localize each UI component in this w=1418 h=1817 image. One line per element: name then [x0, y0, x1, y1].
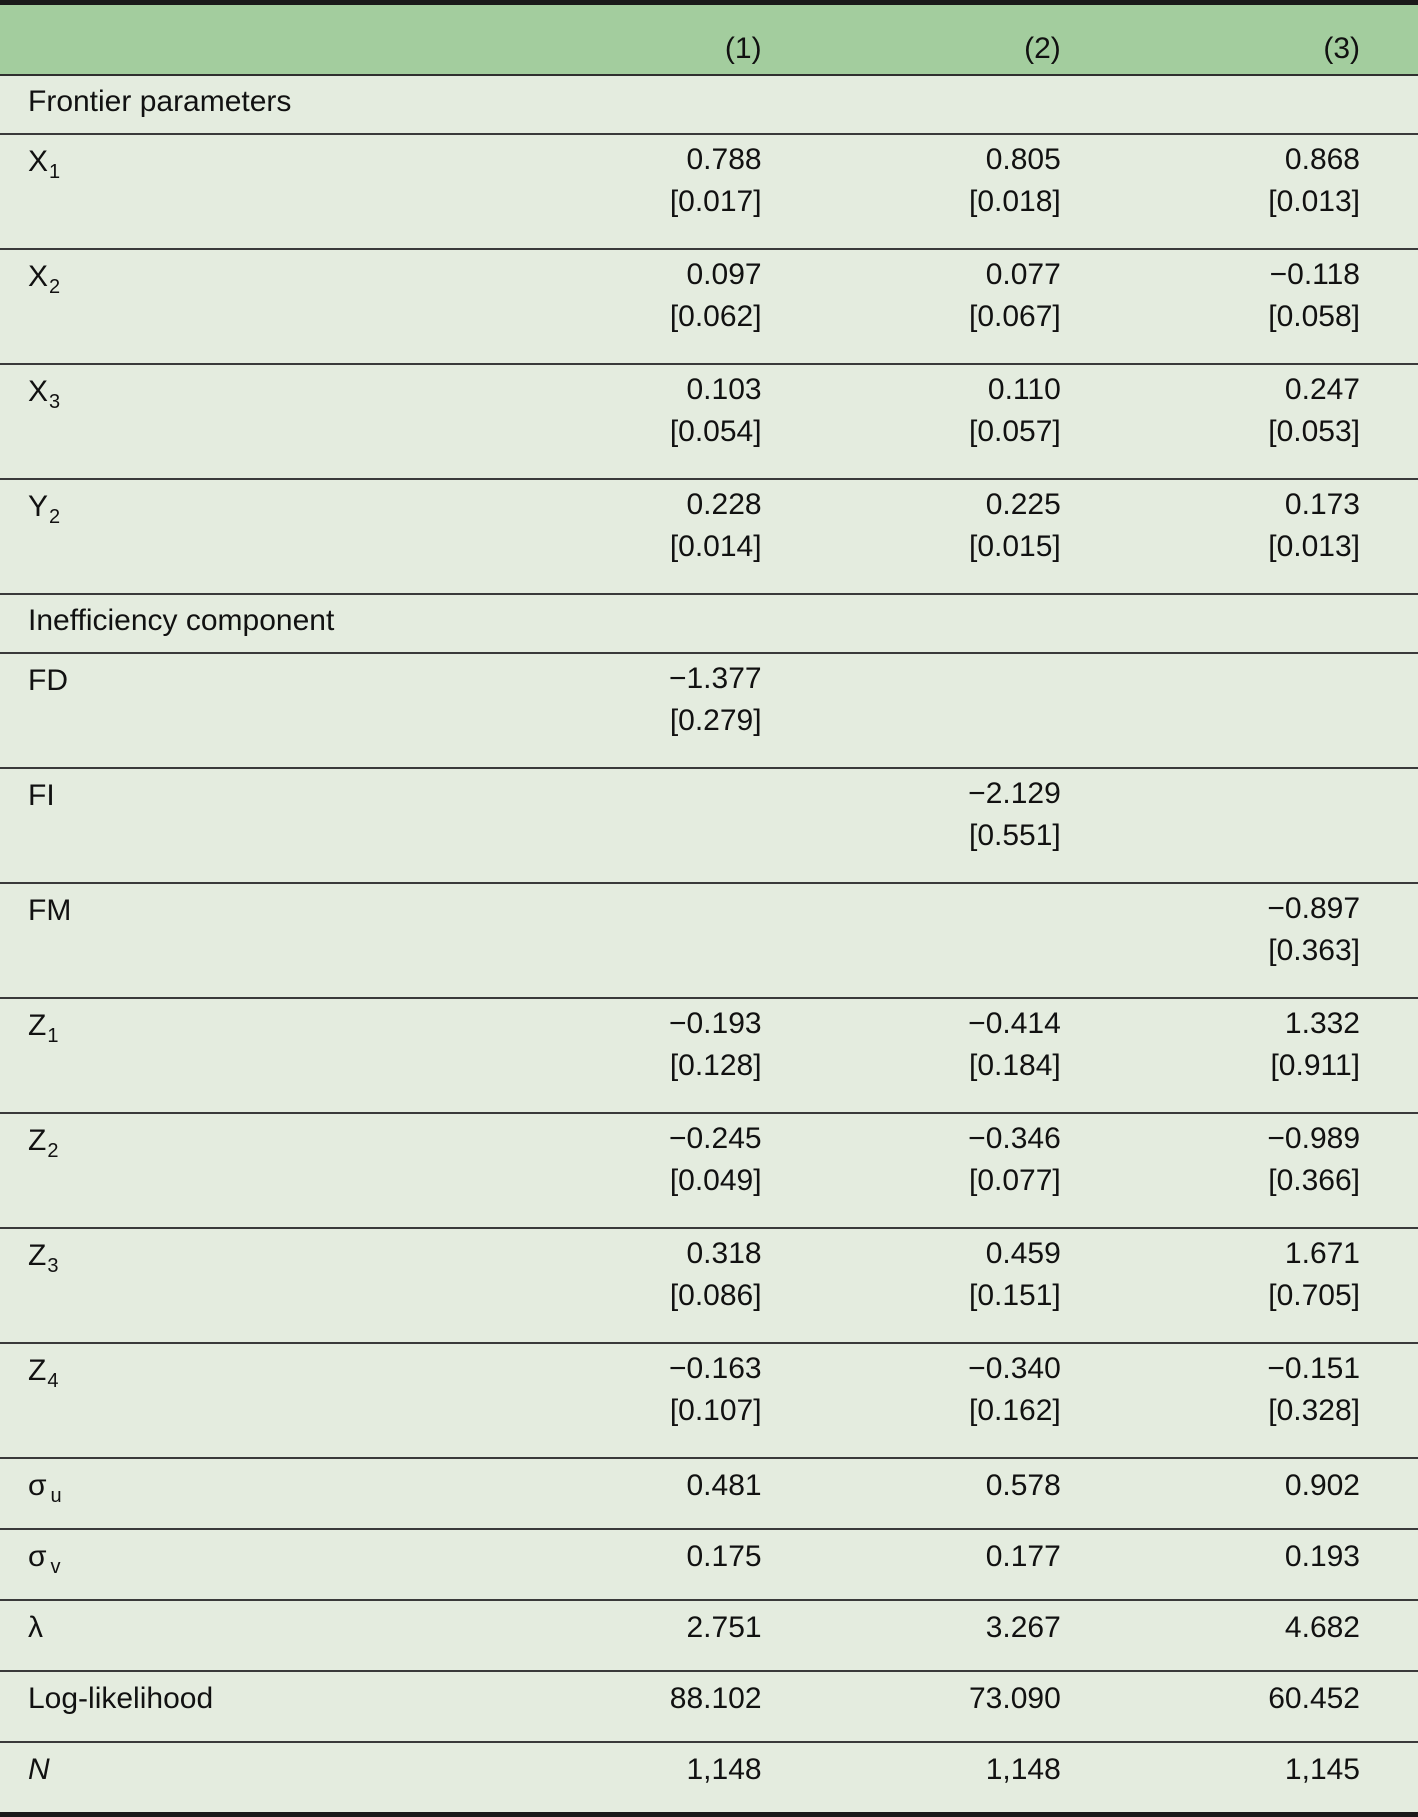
- row-label-x2-base: X: [28, 260, 49, 293]
- cell-z4-col2: [820, 1343, 1119, 1458]
- column-header-2: (2): [820, 5, 1119, 75]
- coefficient: −2.129: [968, 777, 1061, 810]
- standard-error: [0.018]: [969, 185, 1061, 218]
- coefficient: 0.077: [985, 258, 1061, 291]
- row-label-z3: [0, 1228, 520, 1343]
- row-label-x3-base: X: [28, 375, 49, 408]
- standard-error: [0.062]: [669, 300, 762, 333]
- coefficient: −0.340: [968, 1352, 1061, 1385]
- cell-y2-col2: [820, 479, 1119, 594]
- cell-n-col2: 1,148: [985, 1753, 1061, 1786]
- row-label-n: N: [28, 1753, 50, 1786]
- cell-x2-col2: [820, 249, 1119, 364]
- coefficient: −0.346: [968, 1122, 1061, 1155]
- coefficient: 0.247: [1284, 373, 1360, 406]
- cell-fm-col1: [520, 883, 819, 998]
- column-header-3: (3): [1119, 5, 1418, 75]
- coefficient: 1.671: [1284, 1237, 1360, 1270]
- table-row-fm: [0, 883, 1418, 998]
- standard-error: [0.013]: [1268, 185, 1360, 218]
- coefficient: −0.151: [1267, 1352, 1360, 1385]
- cell-x3-col2: [820, 364, 1119, 479]
- coefficient: [520, 894, 761, 936]
- cell-z4-col3: [1119, 1343, 1418, 1458]
- row-label-y2: [0, 479, 520, 594]
- coefficient: −0.118: [1269, 258, 1360, 291]
- row-label-sigma-u-subscript: u: [50, 1485, 62, 1507]
- standard-error: [0.054]: [669, 415, 762, 448]
- coefficient: 0.318: [686, 1237, 762, 1270]
- standard-error: [0.128]: [669, 1049, 762, 1082]
- row-label-x1-base: X: [28, 145, 49, 178]
- cell-z2-col1: [520, 1113, 819, 1228]
- standard-error: [0.366]: [1268, 1164, 1360, 1197]
- section-title-inefficiency-component: Inefficiency component: [0, 594, 1418, 653]
- cell-z1-col2: [820, 998, 1119, 1113]
- table-header-row: [0, 5, 1418, 75]
- row-label-fm: FM: [0, 883, 520, 998]
- table-row-sigma-u: [0, 1458, 1418, 1529]
- standard-error: [1119, 706, 1360, 748]
- table-body: [0, 75, 1418, 1812]
- row-label-z3-base: Z: [28, 1239, 47, 1272]
- cell-lambda-col2: 3.267: [820, 1600, 1119, 1671]
- coefficient: 0.097: [686, 258, 762, 291]
- table-row-n: [0, 1742, 1418, 1812]
- cell-z2-col3: [1119, 1113, 1418, 1228]
- coefficient: −1.377: [668, 662, 762, 695]
- cell-fi-col1: [520, 768, 819, 883]
- table-row-z3: [0, 1228, 1418, 1343]
- table-row-z1: [0, 998, 1418, 1113]
- cell-fm-col3: [1119, 883, 1418, 998]
- cell-fi-col3: [1119, 768, 1418, 883]
- row-label-z2-subscript: 2: [47, 1140, 59, 1162]
- table-row-z2: [0, 1113, 1418, 1228]
- table-row-sigma-v: [0, 1529, 1418, 1600]
- row-label-x3-subscript: 3: [49, 391, 61, 413]
- standard-error: [0.184]: [969, 1049, 1061, 1082]
- coefficient: 0.228: [686, 488, 762, 521]
- coefficient: −0.163: [668, 1352, 762, 1385]
- table-head: [0, 5, 1418, 75]
- standard-error: [520, 821, 761, 863]
- coefficient: [820, 894, 1061, 936]
- row-label-x2: [0, 249, 520, 364]
- standard-error: [1119, 821, 1360, 863]
- cell-x2-col1: [520, 249, 819, 364]
- coefficient: [520, 779, 761, 821]
- row-label-y2-subscript: 2: [49, 506, 61, 528]
- table-row-fd: [0, 653, 1418, 768]
- cell-sigma-u-col1: 0.481: [520, 1458, 819, 1529]
- row-label-fd: FD: [0, 653, 520, 768]
- row-label-sigma-u-base: σ: [28, 1469, 47, 1502]
- row-label-z1-subscript: 1: [47, 1025, 59, 1047]
- coefficient: −0.414: [968, 1007, 1061, 1040]
- row-label-x1: [0, 134, 520, 249]
- standard-error: [0.057]: [969, 415, 1061, 448]
- cell-x1-col1: [520, 134, 819, 249]
- coefficient: 0.225: [985, 488, 1061, 521]
- row-label-sigma-v-base: σ: [28, 1540, 47, 1573]
- coefficient: 0.173: [1284, 488, 1360, 521]
- standard-error: [0.053]: [1268, 415, 1360, 448]
- cell-fd-col2: [820, 653, 1119, 768]
- cell-z4-col1: [520, 1343, 819, 1458]
- cell-z3-col1: [520, 1228, 819, 1343]
- standard-error: [0.067]: [969, 300, 1061, 333]
- coefficient: 1.332: [1284, 1007, 1360, 1040]
- cell-x1-col2: [820, 134, 1119, 249]
- standard-error: [0.014]: [669, 530, 762, 563]
- coefficient: 0.459: [985, 1237, 1061, 1270]
- row-label-x3: [0, 364, 520, 479]
- table-row-x2: [0, 249, 1418, 364]
- row-label-lambda: λ: [0, 1600, 520, 1671]
- cell-x3-col1: [520, 364, 819, 479]
- cell-sigma-v-col1: 0.175: [520, 1529, 819, 1600]
- coefficient: [820, 664, 1061, 706]
- cell-z1-col3: [1119, 998, 1418, 1113]
- standard-error: [820, 706, 1061, 748]
- cell-sigma-v-col3: 0.193: [1119, 1529, 1418, 1600]
- cell-z3-col2: [820, 1228, 1119, 1343]
- row-label-fi: FI: [0, 768, 520, 883]
- row-label-z4-subscript: 4: [47, 1370, 59, 1392]
- cell-z3-col3: [1119, 1228, 1418, 1343]
- coefficient: 0.103: [686, 373, 762, 406]
- row-label-z2: [0, 1113, 520, 1228]
- table-row-x1: [0, 134, 1418, 249]
- row-label-z1-base: Z: [28, 1009, 47, 1042]
- header-label-cell: [0, 5, 520, 75]
- coefficient: −0.193: [668, 1007, 762, 1040]
- standard-error: [0.279]: [669, 704, 762, 737]
- row-label-sigma-v-subscript: v: [50, 1556, 61, 1578]
- row-label-x2-subscript: 2: [49, 276, 61, 298]
- row-label-sigma-u: [0, 1458, 520, 1529]
- standard-error: [0.107]: [669, 1394, 762, 1427]
- standard-error: [0.705]: [1268, 1279, 1360, 1312]
- standard-error: [0.017]: [669, 185, 762, 218]
- cell-log-likelihood-col1: 88.102: [520, 1671, 819, 1742]
- cell-z2-col2: [820, 1113, 1119, 1228]
- row-label-z4: [0, 1343, 520, 1458]
- standard-error: [0.013]: [1268, 530, 1360, 563]
- row-label-sigma-v: [0, 1529, 520, 1600]
- table-row-x3: [0, 364, 1418, 479]
- coefficient: −0.897: [1267, 892, 1360, 925]
- standard-error: [520, 936, 761, 978]
- cell-sigma-u-col2: 0.578: [820, 1458, 1119, 1529]
- standard-error: [0.058]: [1268, 300, 1360, 333]
- cell-x3-col3: [1119, 364, 1418, 479]
- row-label-z4-base: Z: [28, 1354, 47, 1387]
- coefficient: 0.805: [985, 143, 1061, 176]
- coefficient: 0.868: [1284, 143, 1360, 176]
- coefficient: −0.245: [668, 1122, 762, 1155]
- standard-error: [0.086]: [669, 1279, 762, 1312]
- coefficient: [1119, 664, 1360, 706]
- cell-n-col1: 1,148: [686, 1753, 762, 1786]
- section-header-row-frontier: [0, 75, 1418, 134]
- regression-results-table: [0, 5, 1418, 1812]
- table-row-lambda: [0, 1600, 1418, 1671]
- standard-error: [0.328]: [1268, 1394, 1360, 1427]
- table-row-log-likelihood: [0, 1671, 1418, 1742]
- row-label-log-likelihood: Log-likelihood: [0, 1671, 520, 1742]
- row-label-z3-subscript: 3: [47, 1255, 59, 1277]
- table-row-fi: [0, 768, 1418, 883]
- standard-error: [0.151]: [969, 1279, 1061, 1312]
- coefficient: 0.788: [686, 143, 762, 176]
- row-label-z2-base: Z: [28, 1124, 47, 1157]
- cell-z1-col1: [520, 998, 819, 1113]
- standard-error: [0.162]: [969, 1394, 1061, 1427]
- row-label-x1-subscript: 1: [49, 161, 61, 183]
- cell-fi-col2: [820, 768, 1119, 883]
- section-header-row-inefficiency: [0, 594, 1418, 653]
- cell-fd-col3: [1119, 653, 1418, 768]
- coefficient: [1119, 779, 1360, 821]
- cell-y2-col1: [520, 479, 819, 594]
- cell-lambda-col1: 2.751: [520, 1600, 819, 1671]
- cell-n-col3: 1,145: [1284, 1753, 1360, 1786]
- section-title-frontier-parameters: Frontier parameters: [0, 75, 1418, 134]
- column-header-1: (1): [520, 5, 819, 75]
- standard-error: [0.049]: [669, 1164, 762, 1197]
- cell-fd-col1: [520, 653, 819, 768]
- standard-error: [0.015]: [969, 530, 1061, 563]
- cell-log-likelihood-col2: 73.090: [820, 1671, 1119, 1742]
- coefficient: −0.989: [1267, 1122, 1360, 1155]
- table-row-z4: [0, 1343, 1418, 1458]
- standard-error: [0.363]: [1268, 934, 1360, 967]
- cell-fm-col2: [820, 883, 1119, 998]
- table-row-y2: [0, 479, 1418, 594]
- standard-error: [820, 936, 1061, 978]
- row-label-z1: [0, 998, 520, 1113]
- cell-lambda-col3: 4.682: [1119, 1600, 1418, 1671]
- cell-log-likelihood-col3: 60.452: [1119, 1671, 1418, 1742]
- cell-x2-col3: [1119, 249, 1418, 364]
- cell-sigma-u-col3: 0.902: [1119, 1458, 1418, 1529]
- cell-sigma-v-col2: 0.177: [820, 1529, 1119, 1600]
- standard-error: [0.911]: [1270, 1049, 1360, 1082]
- cell-y2-col3: [1119, 479, 1418, 594]
- coefficient: 0.110: [987, 373, 1061, 406]
- standard-error: [0.077]: [969, 1164, 1061, 1197]
- cell-x1-col3: [1119, 134, 1418, 249]
- row-label-y2-base: Y: [28, 490, 49, 523]
- standard-error: [0.551]: [969, 819, 1061, 852]
